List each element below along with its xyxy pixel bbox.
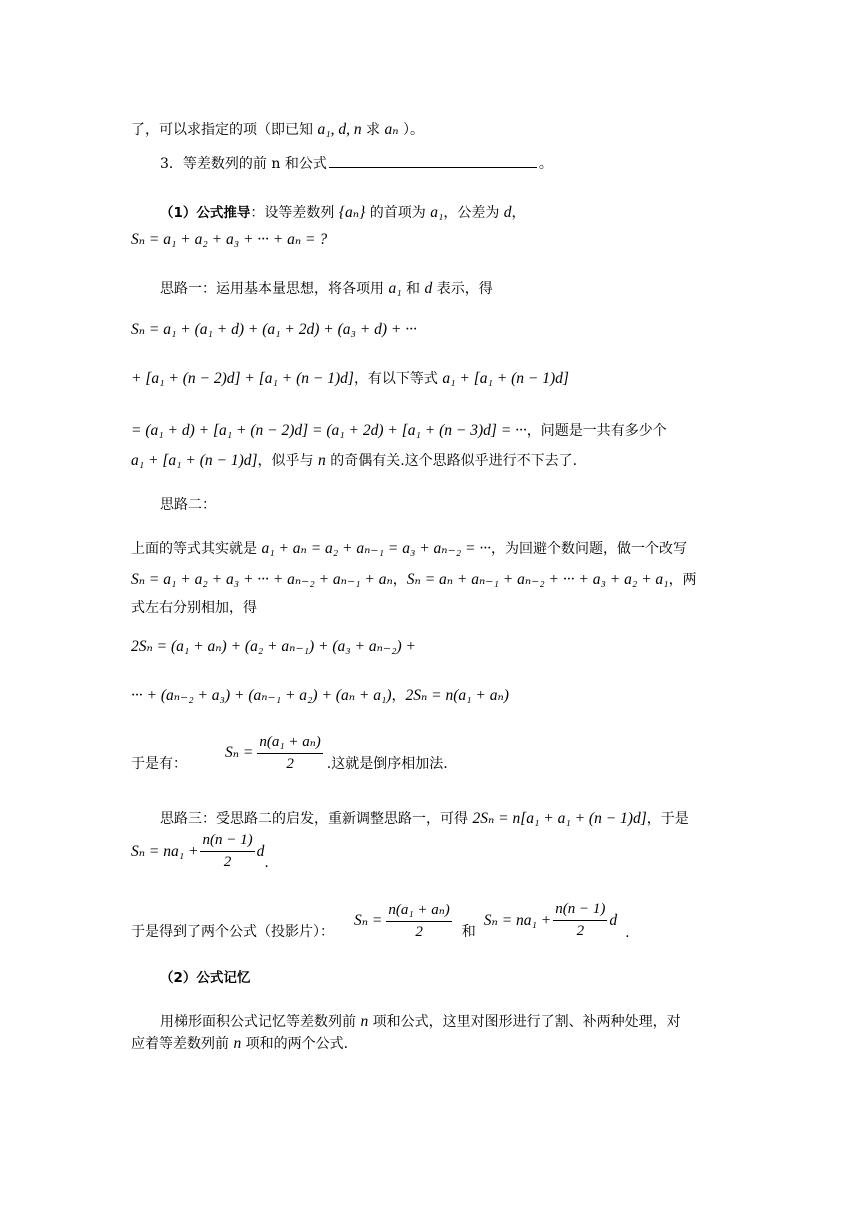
text-span: ，为回避个数问题，做一个改写 — [491, 541, 687, 557]
text-span: 上面的等式其实就是 — [131, 541, 262, 557]
equation-symmetry: a₁ + aₙ = a₂ + aₙ₋₁ = a₃ + aₙ₋₂ = ··· — [261, 540, 491, 557]
fraction-denominator: 2 — [223, 854, 232, 870]
fraction-numerator: n(a₁ + aₙ) — [257, 732, 322, 754]
math-d: d — [256, 842, 265, 860]
subheading-formula-memory — [160, 968, 250, 988]
text-span: .这就是倒序相加法. — [326, 756, 448, 772]
text-line-21 — [160, 1012, 681, 1032]
equation-pair: a₁ + [a₁ + (n − 1)d] — [442, 370, 569, 387]
equation-sum-def: Sₙ = a₁ + a₂ + a₃ + ··· + aₙ = ? — [131, 231, 328, 248]
math-d: d — [424, 280, 433, 297]
equation-pair: a₁ + [a₁ + (n − 1)d] — [131, 452, 258, 469]
fraction-denominator: 2 — [576, 923, 585, 939]
text-line-12 — [131, 570, 697, 590]
equation-double-sum-result: 2Sₙ = n(a₁ + aₙ) — [405, 687, 509, 704]
text-span: 思路三：受思路二的启发，重新调整思路一，可得 — [160, 811, 473, 827]
fraction-sum-formula — [257, 732, 322, 773]
math-find: aₙ — [384, 121, 399, 138]
text-span: ，问题是一共有多少个 — [526, 423, 667, 439]
text-span: ， — [511, 205, 526, 221]
equation-expand-2: + [a₁ + (n − 2)d] + [a₁ + (n − 1)d] — [131, 370, 354, 387]
subheading-label: （2）公式记忆 — [160, 970, 251, 986]
text-line-10: 思路二： — [160, 497, 216, 513]
equation-forward-sum: Sₙ = a₁ + a₂ + a₃ + ··· + aₙ₋₂ + aₙ₋₁ + aₙ — [131, 571, 393, 588]
fraction-numerator: n(a₁ + aₙ) — [386, 900, 451, 922]
fraction-denominator: 2 — [415, 924, 423, 940]
fraction-denominator: 2 — [286, 756, 294, 772]
text-span: . — [625, 925, 630, 941]
text-span: 了，可以求指定的项（即已知 — [131, 122, 318, 138]
math-n: n — [360, 1013, 369, 1030]
text-line-16 — [131, 732, 448, 773]
text-span: 项和的两个公式. — [241, 1036, 349, 1052]
text-span: 设等差数列 — [264, 205, 339, 221]
subheading-label: （1）公式推导 — [160, 205, 251, 221]
equation-reverse-sum: Sₙ = aₙ + aₙ₋₁ + aₙ₋₂ + ··· + a₃ + a₂ + a₁ — [406, 571, 669, 588]
heading-text: 3．等差数列的前 n 和公式 — [160, 156, 327, 172]
text-span: 求 — [361, 122, 385, 138]
text-line-22 — [131, 1034, 348, 1054]
text-span: 的首项为 — [365, 205, 431, 221]
text-span: ，于是 — [646, 811, 689, 827]
equation-double-sum-1: 2Sₙ = (a₁ + aₙ) + (a₂ + aₙ₋₁) + (a₃ + aₙ₋₂) + — [131, 638, 416, 655]
text-span: 于是有： — [131, 756, 187, 772]
fraction-numerator: n(n − 1) — [200, 832, 254, 852]
text-span: ）。 — [398, 122, 424, 138]
text-span: ，两 — [668, 572, 697, 588]
fraction-formula-2 — [553, 901, 607, 940]
math-lhs: Sₙ = na₁ + — [131, 843, 199, 860]
text-span: 的奇偶有关.这个思路似乎进行不下去了. — [325, 453, 578, 469]
text-span: 项和公式，这里对图形进行了割、补两种处理，对 — [368, 1014, 681, 1030]
text-span: . — [264, 855, 269, 871]
equation-double-sum-2: ··· + (aₙ₋₂ + a₃) + (aₙ₋₁ + a₂) + (aₙ + a₁) — [131, 687, 392, 704]
equation-double-sum-alt: 2Sₙ = n[a₁ + a₁ + (n − 1)d] — [472, 810, 647, 827]
math-lhs: Sₙ = — [354, 912, 383, 929]
text-span: ，有以下等式 — [353, 371, 443, 387]
text-span: 表示，得 — [432, 281, 493, 297]
math-a1: a₁ — [388, 280, 402, 297]
math-lhs: Sₙ = na₁ + — [483, 912, 552, 929]
text-line-1 — [131, 120, 424, 140]
text-line-7 — [131, 369, 569, 389]
equation-pairs-equal: = (a₁ + d) + [a₁ + (n − 2)d] = (a₁ + 2d) + [a₁ + (n − 3)d] = ··· — [131, 422, 527, 439]
text-span: ，公差为 — [443, 205, 504, 221]
text-line-5 — [160, 279, 493, 299]
math-n: n — [318, 452, 326, 469]
math-a1: a₁ — [430, 204, 444, 221]
text-line-13: 式左右分别相加，得 — [131, 600, 257, 616]
text-line-3 — [160, 203, 526, 223]
text-span: 应着等差数列前 — [131, 1036, 234, 1052]
text-span: 于是得到了两个公式（投影片）： — [131, 924, 334, 940]
math-lhs: Sₙ = — [225, 744, 254, 761]
text-span: 和 — [401, 281, 425, 297]
text-line-9 — [131, 451, 577, 471]
text-span: ，似乎与 — [257, 453, 318, 469]
section-heading-3 — [160, 154, 553, 174]
text-span: ， — [392, 572, 407, 588]
math-given: a₁, d, n — [317, 121, 362, 138]
blank-underline — [329, 155, 537, 168]
fraction-formula-1 — [386, 900, 451, 941]
math-d: d — [503, 204, 512, 221]
text-span: 。 — [538, 156, 553, 172]
text-span: 和 — [461, 924, 476, 940]
text-span: 思路一：运用基本量思想，将各项用 — [160, 281, 389, 297]
math-seq: {aₙ} — [338, 204, 366, 221]
fraction-numerator: n(n − 1) — [553, 901, 607, 921]
math-n: n — [233, 1035, 242, 1052]
text-line-11 — [131, 539, 687, 559]
fraction-coefficient — [200, 832, 254, 871]
text-line-17 — [160, 809, 689, 829]
equation-expand-1: Sₙ = a₁ + (a₁ + d) + (a₁ + 2d) + (a₃ + d) + ··· — [131, 321, 417, 338]
text-span: 用梯形面积公式记忆等差数列前 — [160, 1014, 361, 1030]
text-line-8 — [131, 421, 667, 441]
text-line-15 — [131, 686, 509, 706]
math-d: d — [609, 911, 618, 929]
text-span: ， — [391, 688, 406, 704]
text-line-19 — [131, 900, 630, 941]
text-line-18 — [131, 832, 269, 871]
text-span: ： — [250, 205, 265, 221]
